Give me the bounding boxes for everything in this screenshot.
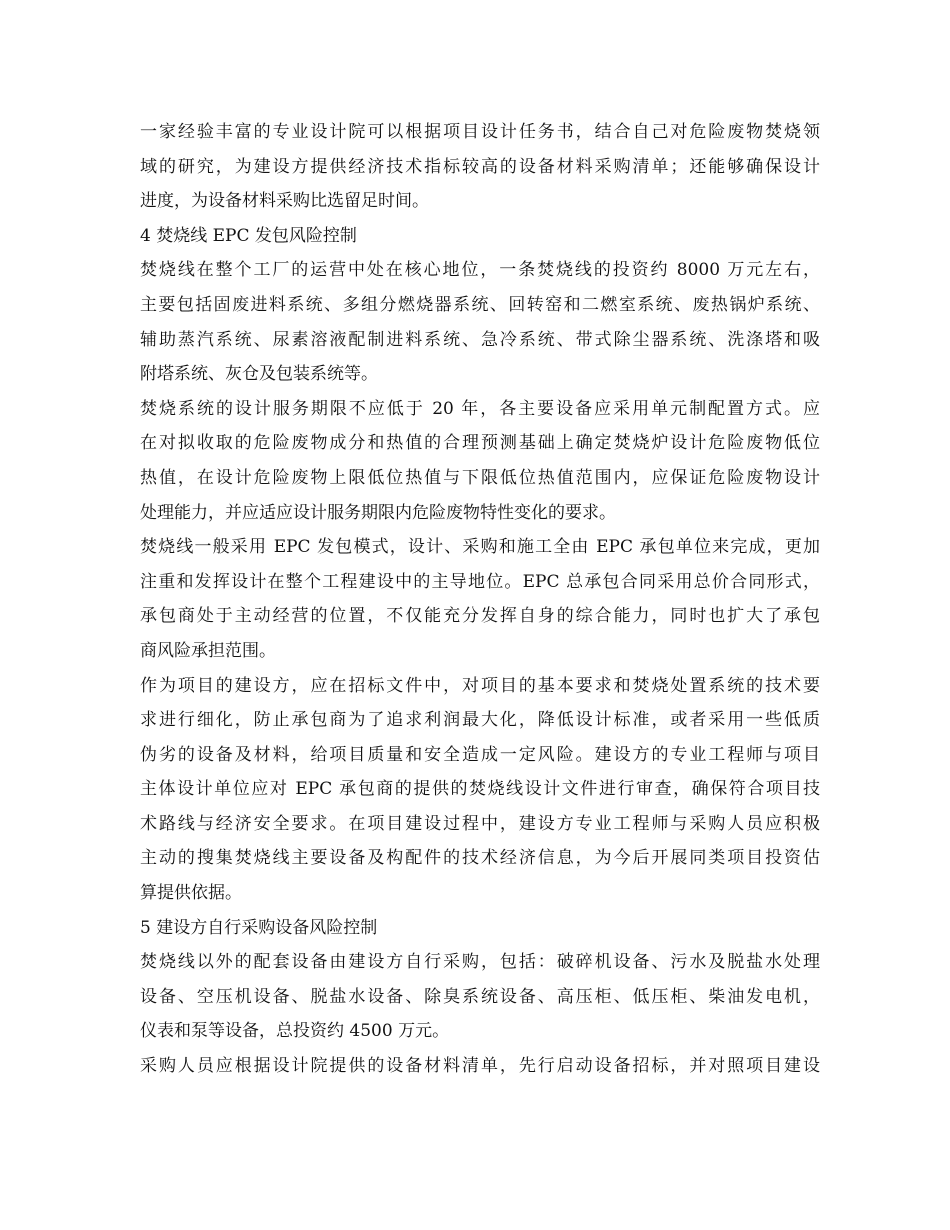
text-line: 注重和发挥设计在整个工程建设中的主导地位。EPC 总承包合同采用总价合同形式，	[140, 571, 820, 592]
text-line: 处理能力，并应适应设计服务期限内危险废物特性变化的要求。	[140, 502, 616, 523]
text-line: 焚烧线一般采用 EPC 发包模式，设计、采购和施工全由 EPC 承包单位来完成，更加	[140, 537, 820, 558]
text-line: 主动的搜集焚烧线主要设备及构配件的技术经济信息，为今后开展同类项目投资估	[140, 848, 820, 869]
text-line: 商风险承担范围。	[140, 640, 276, 661]
text-line: 算提供依据。	[140, 883, 242, 904]
section-heading-4	[140, 219, 820, 254]
text-line: 一家经验丰富的专业设计院可以根据项目设计任务书，结合自己对危险废物焚烧领	[140, 122, 820, 142]
text-line: 进度，为设备材料采购比选留足时间。	[140, 191, 429, 212]
paragraph-self-procurement	[140, 945, 820, 1049]
text-line: 焚烧线以外的配套设备由建设方自行采购，包括：破碎机设备、污水及脱盐水处理	[140, 952, 820, 973]
paragraph-epc-mode	[140, 530, 820, 668]
text-line: 主体设计单位应对 EPC 承包商的提供的焚烧线设计文件进行审查，确保符合项目技	[140, 779, 820, 800]
text-line: 在对拟收取的危险废物成分和热值的合理预测基础上确定焚烧炉设计危险废物低位	[140, 433, 820, 454]
text-line: 域的研究，为建设方提供经济技术指标较高的设备材料采购清单；还能够确保设计	[140, 156, 820, 177]
paragraph-incineration-line	[140, 253, 820, 391]
section-heading-5	[140, 911, 820, 946]
text-line: 采购人员应根据设计院提供的设备材料清单，先行启动设备招标，并对照项目建设	[140, 1056, 820, 1077]
text-line: 作为项目的建设方，应在招标文件中，对项目的基本要求和焚烧处置系统的技术要	[140, 675, 820, 696]
text-line: 承包商处于主动经营的位置，不仅能充分发挥自身的综合能力，同时也扩大了承包	[140, 606, 820, 627]
text-line: 求进行细化，防止承包商为了追求利润最大化，降低设计标准，或者采用一些低质	[140, 710, 820, 731]
paragraph-design-service	[140, 392, 820, 530]
text-line: 仪表和泵等设备，总投资约 4500 万元。	[140, 1021, 450, 1042]
text-line: 辅助蒸汽系统、尿素溶液配制进料系统、急冷系统、带式除尘器系统、洗涤塔和吸	[140, 329, 820, 350]
text-line: 焚烧线在整个工厂的运营中处在核心地位，一条焚烧线的投资约 8000 万元左右，	[140, 260, 820, 281]
text-line: 热值，在设计危险废物上限低位热值与下限低位热值范围内，应保证危险废物设计	[140, 467, 820, 488]
text-line: 术路线与经济安全要求。在项目建设过程中，建设方专业工程师与采购人员应积极	[140, 813, 820, 834]
heading-text: 5 建设方自行采购设备风险控制	[140, 917, 378, 938]
text-line: 设备、空压机设备、脱盐水设备、除臭系统设备、高压柜、低压柜、柴油发电机，	[140, 986, 820, 1007]
text-line: 附塔系统、灰仓及包装系统等。	[140, 364, 378, 385]
paragraph-owner-requirements	[140, 669, 820, 911]
heading-text: 4 焚烧线 EPC 发包风险控制	[140, 225, 357, 246]
text-line: 主要包括固废进料系统、多组分燃烧器系统、回转窑和二燃室系统、废热锅炉系统、	[140, 294, 820, 315]
document-body	[140, 115, 820, 1084]
text-line: 焚烧系统的设计服务期限不应低于 20 年，各主要设备应采用单元制配置方式。应	[140, 398, 820, 419]
paragraph-procurement-staff	[140, 1049, 820, 1084]
paragraph-intro	[140, 115, 820, 219]
text-line: 伪劣的设备及材料，给项目质量和安全造成一定风险。建设方的专业工程师与项目	[140, 744, 820, 765]
